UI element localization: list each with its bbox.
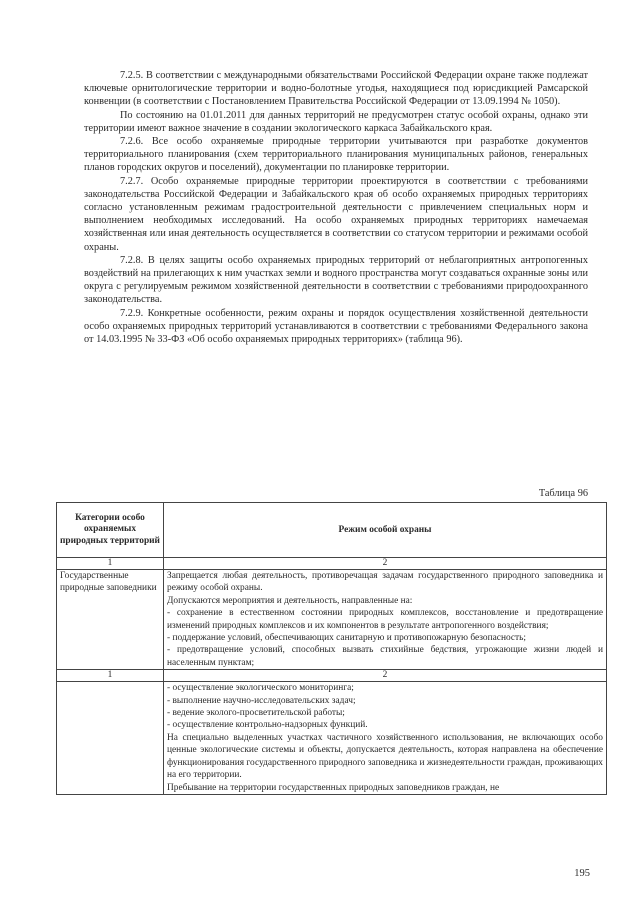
paragraph-7-2-9: 7.2.9. Конкретные особенности, режим охраны и порядок осуществления хозяйственной деятельности особо охраняемых природных территорий устанавливаются в соответствии с требованиями Федерального закона от 14.03.1995 № 33-ФЗ «Об особо охраняемых природных территориях» (таблица 96).	[84, 307, 588, 346]
regime-line: - осуществление контрольно-надзорных функций.	[167, 720, 368, 731]
regime-line: Запрещается любая деятельность, противоречащая задачам государственного природного заповедника и режиму особой охраны.	[167, 571, 603, 594]
regime-cell	[164, 682, 607, 795]
regime-cell	[164, 570, 607, 670]
header-regime: Режим особой охраны	[164, 503, 607, 558]
regime-line: - сохранение в естественном состоянии природных комплексов, восстановление и предотвращение изменений природных комплексов и их компонентов в результате антропогенного воздействия;	[167, 608, 603, 631]
regime-line: Пребывание на территории государственных природных заповедников граждан, не	[167, 782, 500, 793]
paragraph-status-note: По состоянию на 01.01.2011 для данных территорий не предусмотрен статус особой охраны, однако эти территории имеют важное значение в создании экологического каркаса Забайкальского края.	[84, 109, 588, 134]
table-row	[57, 570, 607, 670]
column-number-2: 2	[164, 558, 607, 570]
table-caption: Таблица 96	[538, 488, 588, 499]
column-number-1: 1	[57, 558, 164, 570]
header-category: Категории особо охраняемых природных территорий	[57, 503, 164, 558]
paragraph-7-2-6: 7.2.6. Все особо охраняемые природные территории учитываются при разработке документов территориального планирования (схем территориального планирования муниципальных районов, генеральных планов городских округов и поселений), документации по планировке территории.	[84, 136, 588, 174]
paragraph-7-2-5: 7.2.5. В соответствии с международными обязательствами Российской Федерации охране также подлежат ключевые орнитологические территории и водно-болотные угодья, находящиеся под юрисдикцией Рамсарской конвенции (в соответствии с Постановлением Правительства Российской Федерации от 13.09.1994 № 1050).	[84, 70, 588, 108]
paragraph-7-2-7: 7.2.7. Особо охраняемые природные территории проектируются в соответствии с требованиями законодательства Российской Федерации и Забайкальского края об особо охраняемых природных территориях согласно установленным режимам градостроительной деятельности с привлечением специальных норм и выполнением необходимых исследований. На особо охраняемых природных территориях намечаемая хозяйственная или иная деятельность осуществляется в соответствии со статусом территории и режимами особой охраны.	[84, 175, 588, 253]
column-number-1: 1	[57, 670, 164, 682]
category-cell: Государственные природные заповедники	[57, 570, 164, 670]
protection-regime-table	[56, 502, 607, 795]
regime-line: - ведение эколого-просветительской работы;	[167, 708, 345, 719]
regime-line: - предотвращение условий, способных вызвать стихийные бедствия, угрожающие жизни людей и населенным пунктам;	[167, 645, 603, 668]
regime-line: - осуществление экологического мониторинга;	[167, 683, 354, 694]
column-number-2: 2	[164, 670, 607, 682]
regime-line: - выполнение научно-исследовательских задач;	[167, 695, 356, 706]
regime-line: На специально выделенных участках частичного хозяйственного использования, не включающих особо ценные экологические системы и объекты, допускается деятельность, которая направлена на обеспечение функционирования государственного природного заповедника и жизнедеятельности граждан, проживающих на его территории.	[167, 732, 603, 781]
table-header-row	[57, 503, 607, 558]
column-number-row	[57, 558, 607, 570]
table-row	[57, 682, 607, 795]
regime-line: Допускаются мероприятия и деятельность, направленные на:	[167, 595, 413, 606]
regime-line: - поддержание условий, обеспечивающих санитарную и противопожарную безопасность;	[167, 633, 527, 644]
column-number-row-repeat	[57, 670, 607, 682]
category-cell	[57, 682, 164, 795]
paragraph-7-2-8: 7.2.8. В целях защиты особо охраняемых природных территорий от неблагоприятных антропогенных воздействий на прилегающих к ним участках земли и водного пространства могут создаваться охранные зоны или округа с регулируемым режимом хозяйственной деятельности в соответствии с требованиями природоохранного законодательства.	[84, 254, 588, 306]
page-number: 195	[574, 868, 590, 879]
body-text	[84, 69, 588, 346]
